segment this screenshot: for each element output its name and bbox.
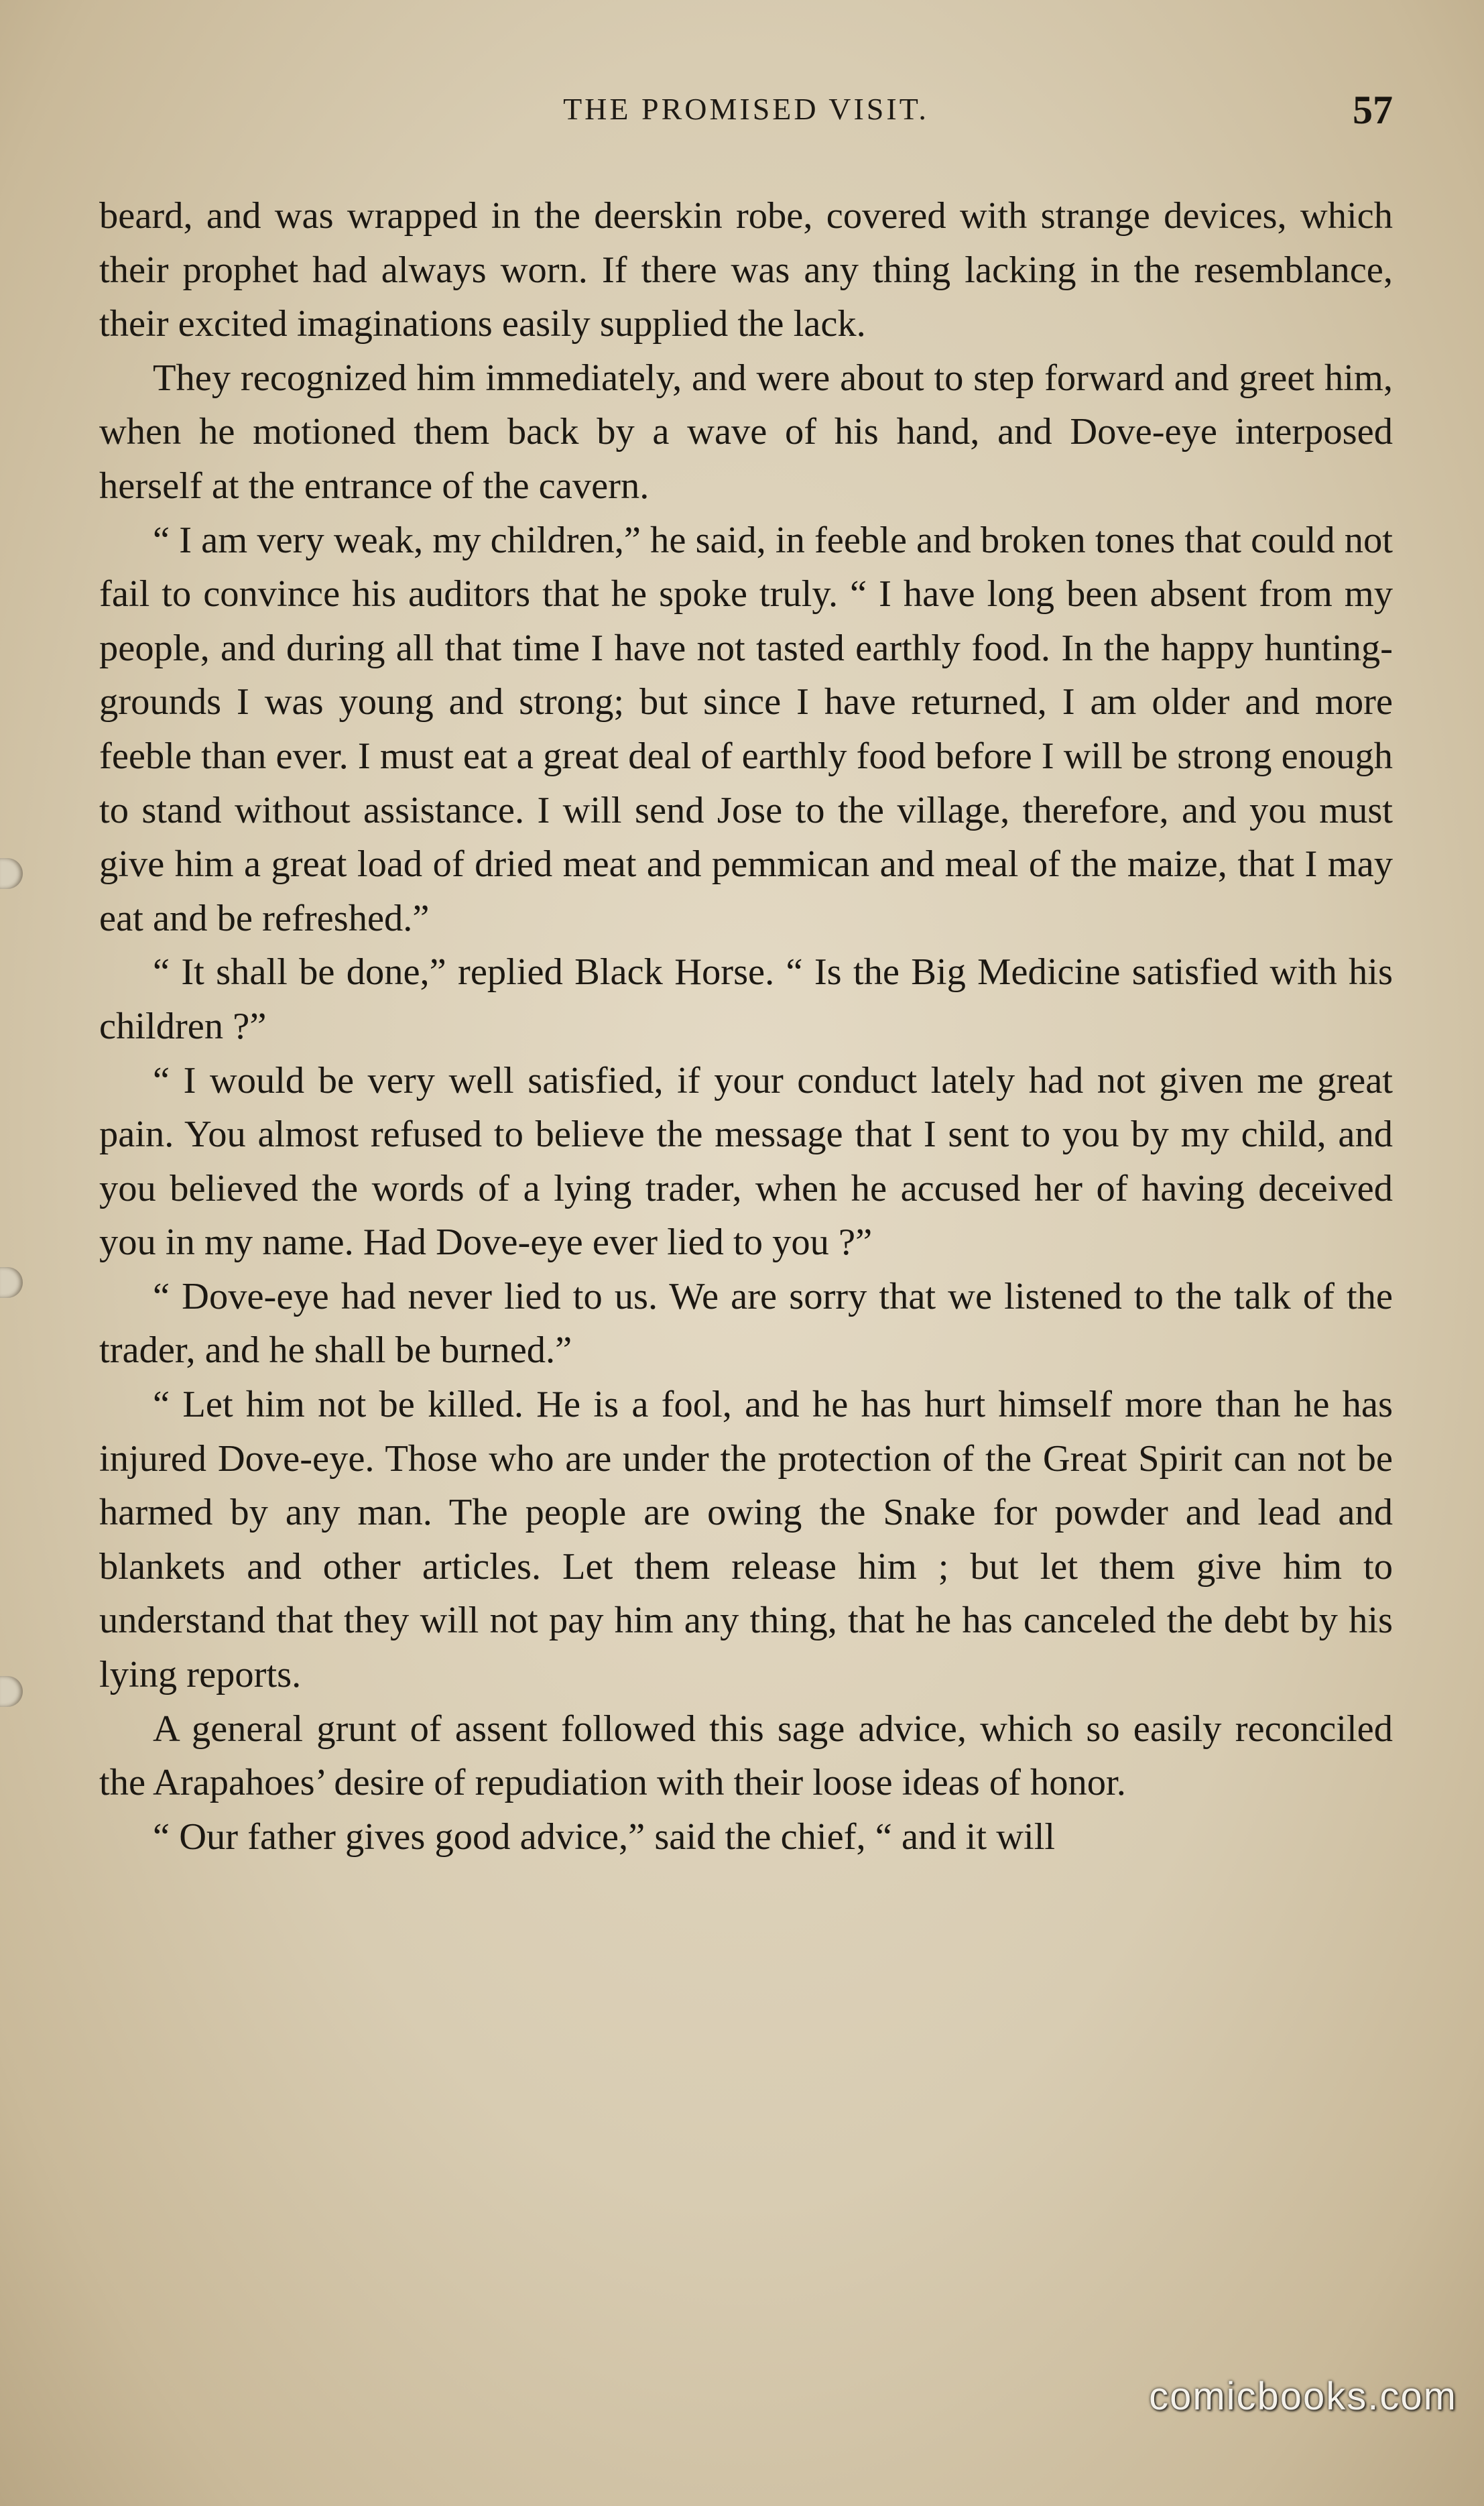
paragraph: They recognized him immediately, and were about to step forward and greet him, when he motioned them back by a wave of his hand, and Dove-eye interposed herself at the entrance of the cavern. (99, 357, 1393, 507)
binding-hole (0, 858, 23, 889)
paragraph: “ I am very weak, my children,” he said, in feeble and broken tones that could not fail to convince his auditors that he spoke truly. “ I have long been absent from my people, and during all that time I have not tasted earthly food. In the happy hunting-grounds I was young and strong; but since I have returned, I am older and more feeble than ever. I must eat a great deal of earthly food before I will be strong enough to stand without assistance. I will send Jose to the village, therefore, and you must give him a great load of dried meat and pemmican and meal of the maize, that I may eat and be refreshed.” (99, 519, 1393, 939)
paragraph: “ Our father gives good advice,” said the chief, “ and it will (153, 1815, 1056, 1858)
body-text (99, 189, 1393, 1864)
paragraph: A general grunt of assent followed this sage advice, which so easily reconciled the Arapahoes’ desire of repudiation with their loose ideas of honor. (99, 1708, 1393, 1804)
binding-hole (0, 1676, 23, 1707)
paragraph: “ I would be very well satisfied, if your conduct lately had not given me great pain. You almost refused to believe the message that I sent to you by my child, and you believed the words of a lying trader, when he accused her of having deceived you in my name. Had Dove-eye ever lied to you ?” (99, 1059, 1393, 1264)
running-title: THE PROMISED VISIT. (563, 92, 929, 126)
page-header (99, 87, 1393, 141)
paragraph: “ Let him not be killed. He is a fool, and he has hurt himself more than he has injured Dove-eye. Those who are under the protection of the Great Spirit can not be harmed by any man. The people are owing the Snake for powder and lead and blankets and other articles. Let them release him ; but let them give him to understand that they will not pay him any thing, that he has canceled the debt by his lying reports. (99, 1384, 1393, 1696)
binding-hole (0, 1267, 23, 1298)
paragraph: beard, and was wrapped in the deerskin robe, covered with strange devices, which their prophet had always worn. If there was any thing lacking in the resemblance, their excited imaginations easily supplied the lack. (99, 195, 1393, 345)
page-number: 57 (1353, 88, 1393, 132)
paragraph: “ It shall be done,” replied Black Horse. “ Is the Big Medicine satisfied with his children ?” (99, 951, 1393, 1047)
watermark: comicbooks.com (1149, 2375, 1457, 2418)
paragraph: “ Dove-eye had never lied to us. We are sorry that we listened to the talk of the trader, and he shall be burned.” (99, 1275, 1393, 1372)
